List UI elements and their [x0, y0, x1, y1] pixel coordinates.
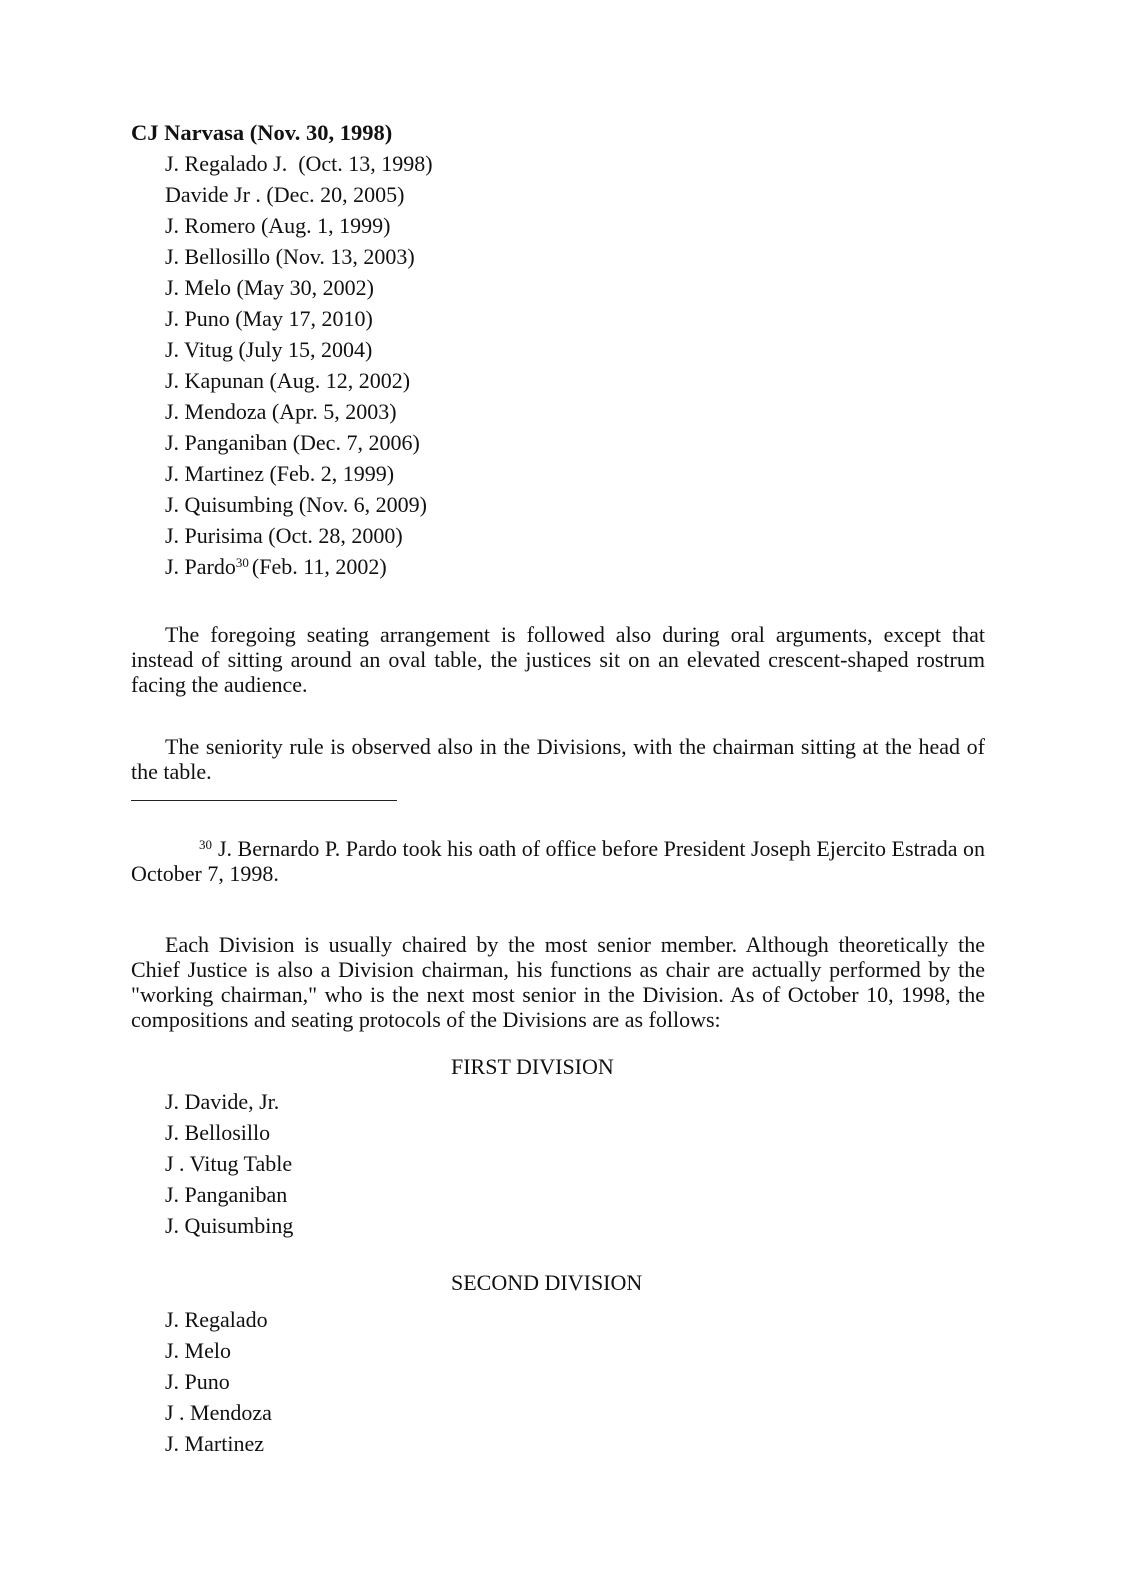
footnote-number: 30 — [199, 837, 212, 852]
justice-date: (July 15, 2004) — [238, 337, 373, 362]
paragraph-oral-arguments: The foregoing seating arrangement is followed also during oral arguments, except that instead of sitting around an oval table, the justices sit on an elevated crescent-shaped rostrum facing the audience. — [131, 622, 985, 697]
justice-entry — [165, 427, 433, 458]
justice-date: (Nov. 13, 2003) — [275, 244, 415, 269]
first-division-title: FIRST DIVISION — [451, 1054, 614, 1079]
justice-entry — [165, 458, 433, 489]
justice-date: (May 30, 2002) — [236, 275, 374, 300]
division-member: J. Panganiban — [165, 1182, 288, 1207]
justice-date: (Nov. 6, 2009) — [298, 492, 427, 517]
justice-date: (Oct. 28, 2000) — [268, 523, 403, 548]
division-member: J. Martinez — [165, 1431, 264, 1456]
justice-name: J. Purisima — [165, 523, 263, 548]
justice-date: (Dec. 7, 2006) — [292, 430, 420, 455]
justice-name: J. Vitug — [165, 337, 233, 362]
paragraph-seniority-rule: The seniority rule is observed also in the Divisions, with the chairman sitting at the head of the table. — [131, 734, 985, 784]
justice-name: J. Kapunan — [165, 368, 264, 393]
justice-date: (Dec. 20, 2005) — [266, 182, 405, 207]
justice-date: (Apr. 5, 2003) — [271, 399, 397, 424]
justice-name: J. Martinez — [165, 461, 264, 486]
justice-name: J. Pardo — [165, 554, 236, 579]
justice-entry — [165, 489, 433, 520]
justice-date: (Oct. 13, 1998) — [298, 151, 433, 176]
justice-date: (Aug. 1, 1999) — [260, 213, 391, 238]
justice-name: Davide Jr . — [165, 182, 261, 207]
second-division-members — [165, 1304, 272, 1459]
division-member: J . Vitug Table — [165, 1151, 293, 1176]
justice-entry — [165, 303, 433, 334]
division-member: J. Puno — [165, 1369, 230, 1394]
justice-entry — [165, 210, 433, 241]
justice-entry — [165, 272, 433, 303]
justice-entry — [165, 551, 433, 582]
justice-name: J. Romero — [165, 213, 256, 238]
justice-entry — [165, 179, 433, 210]
justice-date: (Aug. 12, 2002) — [269, 368, 411, 393]
justice-entry — [165, 520, 433, 551]
division-member: J. Davide, Jr. — [165, 1089, 280, 1114]
division-member: J. Melo — [165, 1338, 231, 1363]
justice-entry — [165, 241, 433, 272]
footnote-reference: 30 — [235, 555, 249, 570]
paragraph-division-chair: Each Division is usually chaired by the most senior member. Although theoretically the Chief Justice is also a Division chairman, his functions as chair are actually performed by the "working chairman," who is the next most senior in the Division. As of October 10, 1998, the compositions and seating protocols of the Divisions are as follows: — [131, 932, 985, 1032]
footnote-30 — [131, 836, 985, 886]
division-member: J. Bellosillo — [165, 1120, 271, 1145]
footnote-text: J. Bernardo P. Pardo took his oath of office before President Joseph Ejercito Estrada on October 7, 1998. — [131, 836, 985, 886]
justice-entry — [165, 334, 433, 365]
division-member: J. Quisumbing — [165, 1213, 294, 1238]
division-member: J. Regalado — [165, 1307, 268, 1332]
first-division-members — [165, 1086, 293, 1241]
division-member: J . Mendoza — [165, 1400, 272, 1425]
justice-name: J. Regalado J. — [165, 151, 288, 176]
justice-date: (Feb. 11, 2002) — [251, 554, 387, 579]
chief-justice-heading: CJ Narvasa (Nov. 30, 1998) — [131, 120, 393, 145]
justice-name: J. Quisumbing — [165, 492, 294, 517]
justice-name: J. Panganiban — [165, 430, 288, 455]
second-division-title: SECOND DIVISION — [451, 1270, 643, 1295]
justice-separator — [287, 151, 298, 176]
justice-entry — [165, 396, 433, 427]
justice-date: (Feb. 2, 1999) — [269, 461, 395, 486]
justice-entry — [165, 148, 433, 179]
justice-name: J. Melo — [165, 275, 231, 300]
footnote-separator — [131, 800, 397, 801]
justices-seniority-list — [165, 148, 433, 582]
justice-name: J. Bellosillo — [165, 244, 271, 269]
justice-name: J. Puno — [165, 306, 230, 331]
justice-name: J. Mendoza — [165, 399, 267, 424]
justice-date: (May 17, 2010) — [235, 306, 373, 331]
justice-entry — [165, 365, 433, 396]
